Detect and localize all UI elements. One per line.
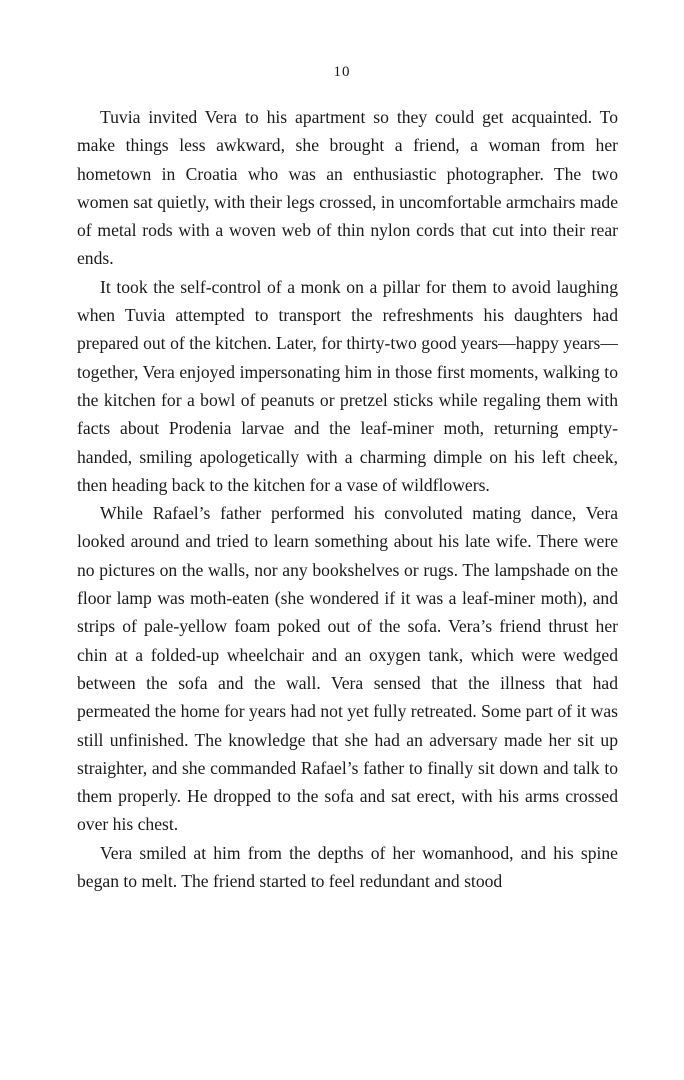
paragraph-3: While Rafael’s father performed his convoluted mating dance, Vera looked around and tried to learn something about his late wife. There were no pictures on the walls, nor any bookshelves or rugs. The lampshade on the floor lamp was moth-eaten (she wondered if it was a leaf-miner moth), and strips of pale-yellow foam poked out of the sofa. Vera’s friend thrust her chin at a folded-up wheelchair and an oxygen tank, which were wedged between the sofa and the wall. Vera sensed that the illness that had permeated the home for years had not yet fully retreated. Some part of it was still unfinished. The knowledge that she had an adversary made her sit up straighter, and she commanded Rafael’s father to finally sit down and talk to them properly. He dropped to the sofa and sat erect, with his arms crossed over his chest. — [77, 503, 618, 835]
paragraph-4: Vera smiled at him from the depths of her womanhood, and his spine began to melt. The friend started to feel redundant and stood — [77, 842, 618, 892]
body-text — [77, 103, 618, 895]
paragraph-2: It took the self-control of a monk on a pillar for them to avoid laughing when Tuvia attempted to transport the refreshments his daughters had prepared out of the kitchen. Later, for thirty-two good years—happy years—together, Vera enjoyed impersonating him in those first moments, walking to the kitchen for a bowl of peanuts or pretzel sticks while regaling them with facts about Prodenia larvae and the leaf-miner moth, returning empty-handed, smiling apologetically with a charming dimple on his left cheek, then heading back to the kitchen for a vase of wildflowers. — [77, 276, 618, 495]
page-number: 10 — [333, 64, 351, 80]
paragraph-1: Tuvia invited Vera to his apartment so they could get acquainted. To make things less awkward, she brought a friend, a woman from her hometown in Croatia who was an enthusiastic photographer. The two women sat quietly, with their legs crossed, in uncomfortable armchairs made of metal rods with a woven web of thin nylon cords that cut into their rear ends. — [77, 107, 618, 269]
